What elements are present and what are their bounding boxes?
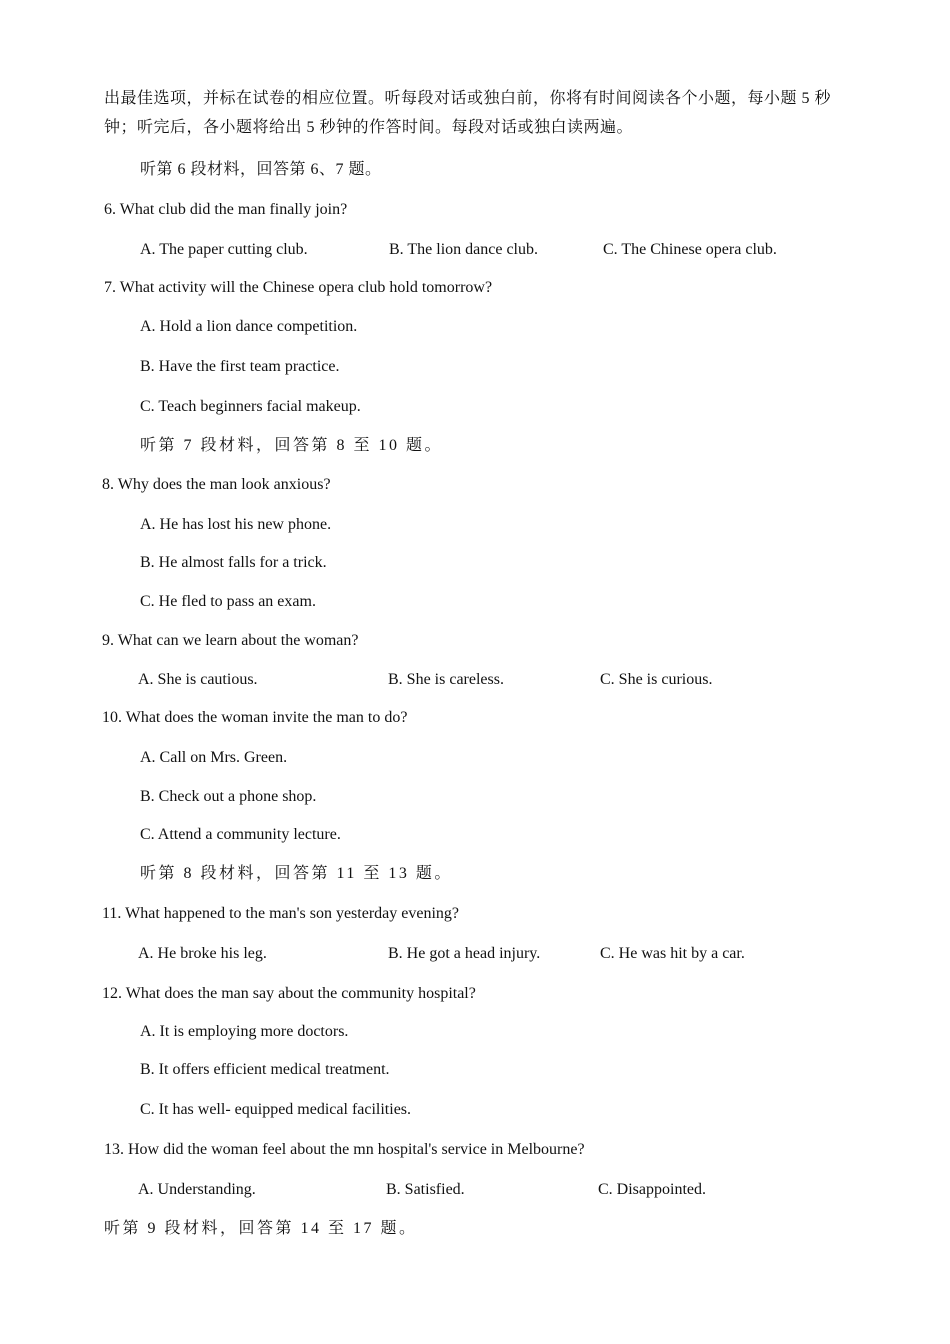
question-11: 11. What happened to the man's son yesterday evening? [102, 905, 459, 922]
section-heading-9: 听第 9 段材料，回答第 14 至 17 题。 [104, 1220, 418, 1237]
question-10-option-a: A. Call on Mrs. Green. [140, 749, 288, 766]
question-10-option-b: B. Check out a phone shop. [140, 788, 317, 805]
question-8-option-a: A. He has lost his new phone. [140, 516, 332, 533]
question-6-option-a: A. The paper cutting club. [140, 241, 308, 258]
question-8: 8. Why does the man look anxious? [102, 476, 331, 493]
question-13-option-a: A. Understanding. [138, 1181, 256, 1198]
question-7-option-a: A. Hold a lion dance competition. [140, 318, 358, 335]
question-11-option-a: A. He broke his leg. [138, 945, 267, 962]
question-13: 13. How did the woman feel about the mn hospital's service in Melbourne? [104, 1141, 585, 1158]
section-heading-7: 听第 7 段材料，回答第 8 至 10 题。 [140, 437, 444, 454]
instructions-line-1: 出最佳选项，并标在试卷的相应位置。听每段对话或独白前，你将有时间阅读各个小题，每小题 5 秒 [104, 90, 832, 107]
section-heading-8: 听第 8 段材料，回答第 11 至 13 题。 [140, 865, 453, 882]
question-7: 7. What activity will the Chinese opera club hold tomorrow? [104, 279, 493, 296]
question-11-option-c: C. He was hit by a car. [600, 945, 745, 962]
question-10-option-c: C. Attend a community lecture. [140, 826, 341, 843]
question-12: 12. What does the man say about the community hospital? [102, 985, 476, 1002]
section-heading-6: 听第 6 段材料，回答第 6、7 题。 [140, 161, 382, 178]
question-9-option-b: B. She is careless. [388, 671, 504, 688]
question-12-option-c: C. It has well- equipped medical facilities. [140, 1101, 412, 1118]
question-8-option-b: B. He almost falls for a trick. [140, 554, 327, 571]
question-13-option-c: C. Disappointed. [598, 1181, 706, 1198]
question-6-option-b: B. The lion dance club. [389, 241, 538, 258]
question-10: 10. What does the woman invite the man to do? [102, 709, 408, 726]
question-7-option-c: C. Teach beginners facial makeup. [140, 398, 361, 415]
instructions-line-2: 钟；听完后，各小题将给出 5 秒钟的作答时间。每段对话或独白读两遍。 [104, 119, 634, 136]
question-12-option-a: A. It is employing more doctors. [140, 1023, 349, 1040]
question-11-option-b: B. He got a head injury. [388, 945, 541, 962]
question-6-option-c: C. The Chinese opera club. [603, 241, 777, 258]
question-8-option-c: C. He fled to pass an exam. [140, 593, 316, 610]
question-7-option-b: B. Have the first team practice. [140, 358, 340, 375]
question-6: 6. What club did the man finally join? [104, 201, 348, 218]
question-12-option-b: B. It offers efficient medical treatment. [140, 1061, 390, 1078]
question-9: 9. What can we learn about the woman? [102, 632, 359, 649]
question-9-option-c: C. She is curious. [600, 671, 713, 688]
question-13-option-b: B. Satisfied. [386, 1181, 465, 1198]
question-9-option-a: A. She is cautious. [138, 671, 258, 688]
